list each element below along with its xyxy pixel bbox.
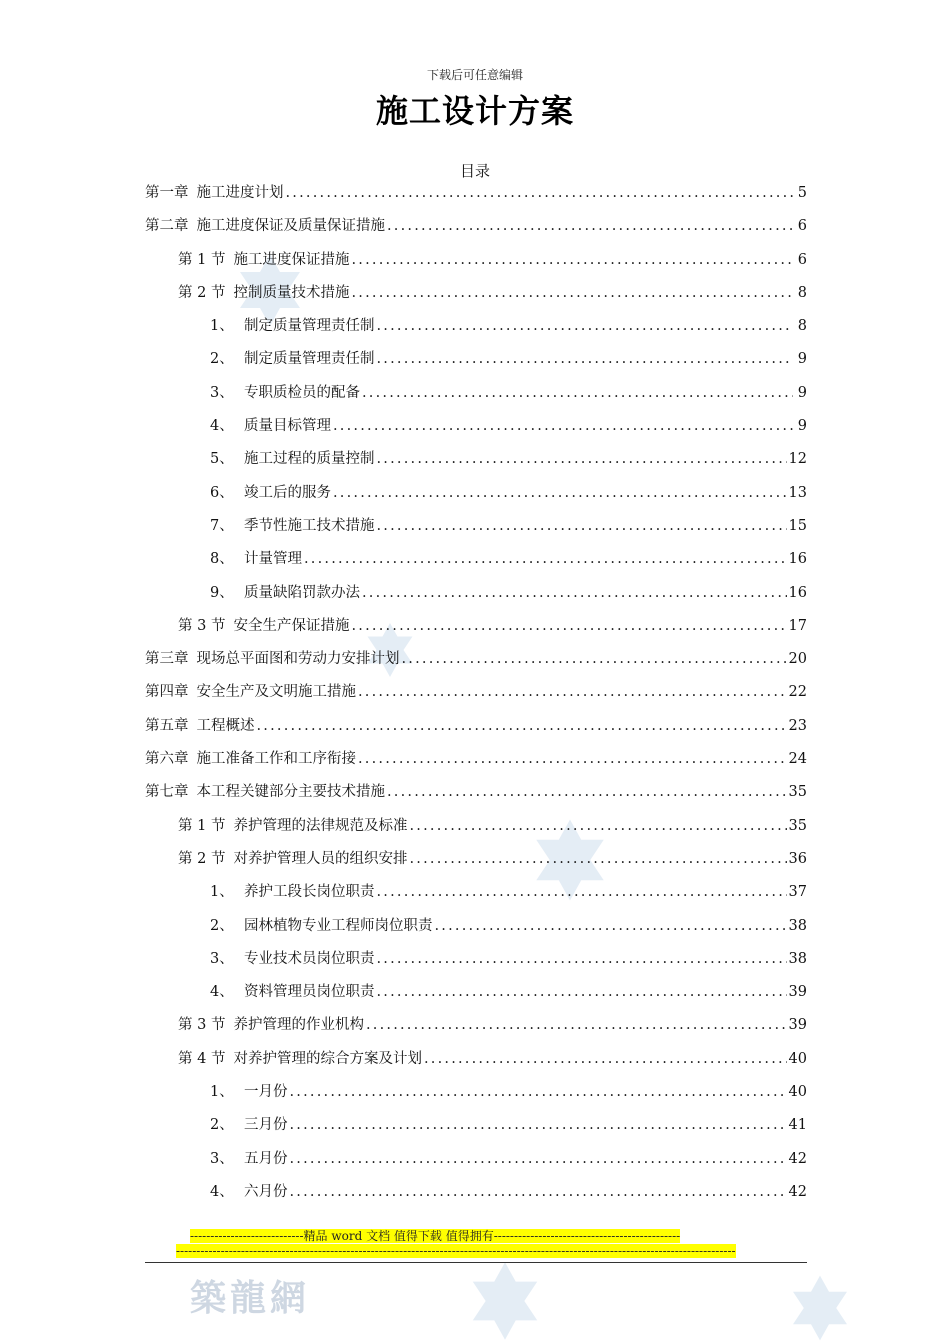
- toc-entry-title: 五月份: [244, 1150, 288, 1167]
- toc-entry-title: 施工进度保证及质量保证措施: [196, 218, 385, 235]
- toc-entry-title: 现场总平面图和劳动力安排计划: [196, 651, 400, 668]
- toc-entry[interactable]: [145, 676, 807, 709]
- toc-entry-leader: [435, 910, 787, 943]
- toc-entry-page: 16: [788, 584, 807, 601]
- toc-entry-number: 6、: [210, 484, 234, 501]
- toc-entry-number: 4、: [210, 984, 234, 1001]
- toc-entry[interactable]: [145, 277, 807, 310]
- toc-entry[interactable]: [145, 543, 807, 576]
- toc-entry-page: 35: [788, 784, 807, 801]
- toc-entry-title: 施工进度计划: [196, 185, 284, 201]
- toc-entry[interactable]: [145, 843, 807, 876]
- toc-entry-title: 对养护管理人员的组织安排: [233, 850, 408, 867]
- toc-entry[interactable]: [145, 610, 807, 643]
- toc-entry[interactable]: [145, 477, 807, 510]
- toc-entry[interactable]: [145, 177, 807, 210]
- toc-entry-number: 第 2 节: [178, 850, 226, 867]
- toc-entry-leader: [377, 976, 787, 1009]
- toc-entry-page: 38: [788, 950, 807, 967]
- toc-entry[interactable]: [145, 643, 807, 676]
- toc-entry-number: 第二章: [145, 218, 189, 235]
- toc-entry-number: 3、: [210, 384, 234, 401]
- toc-entry-leader: [424, 1043, 787, 1076]
- toc-entry-title: 安全生产保证措施: [233, 617, 350, 634]
- toc-entry-leader: [387, 210, 793, 243]
- toc-entry-leader: [304, 543, 787, 576]
- toc-entry[interactable]: [145, 1176, 807, 1209]
- toc-entry-page: 39: [788, 1017, 807, 1034]
- toc-entry[interactable]: [145, 776, 807, 809]
- toc-entry-leader: [377, 510, 787, 543]
- toc-entry-number: 第 1 节: [178, 251, 226, 268]
- toc-entry[interactable]: [145, 244, 807, 277]
- toc-entry-number: 5、: [210, 451, 234, 468]
- toc-heading: 目录: [459, 162, 490, 180]
- toc-entry-page: 9: [797, 418, 807, 435]
- toc-entry-number: 第一章: [145, 185, 189, 201]
- toc-entry-leader: [358, 743, 787, 776]
- toc-entry-leader: [290, 1076, 787, 1109]
- toc-entry-title: 施工准备工作和工序衔接: [196, 751, 356, 768]
- toc-entry[interactable]: [145, 910, 807, 943]
- toc-entry-page: 17: [788, 617, 807, 634]
- toc-entry-leader: [362, 377, 793, 410]
- toc-entry-title: 六月份: [244, 1183, 288, 1200]
- toc-entry-number: 4、: [210, 418, 234, 435]
- toc-entry-leader: [351, 277, 793, 310]
- toc-entry-title: 养护管理的作业机构: [233, 1017, 364, 1034]
- toc-entry[interactable]: [145, 343, 807, 376]
- toc-entry-page: 5: [797, 185, 807, 201]
- toc-entry-leader: [333, 410, 793, 443]
- toc-entry-leader: [377, 310, 794, 343]
- toc-entry-page: 8: [797, 284, 807, 301]
- toc-entry-number: 第四章: [145, 684, 189, 701]
- toc-entry-title: 资料管理员岗位职责: [244, 984, 375, 1001]
- toc-entry-number: 8、: [210, 551, 234, 568]
- toc-entry-page: 9: [797, 351, 807, 368]
- toc-entry-number: 第三章: [145, 651, 189, 668]
- toc-entry-page: 8: [797, 318, 807, 335]
- toc-entry-number: 第 3 节: [178, 1017, 226, 1034]
- footer-banner-line2: ------------------------------------------------------------------------------------------------------------------------------------------: [176, 1244, 736, 1258]
- toc-entry-number: 第五章: [145, 717, 189, 734]
- watermark-flake-icon: [455, 1258, 555, 1344]
- toc-entry-page: 12: [788, 451, 807, 468]
- toc-entry[interactable]: [145, 976, 807, 1009]
- toc-entry-leader: [409, 810, 786, 843]
- toc-entry-page: 24: [788, 751, 807, 768]
- toc-entry-title: 质量缺陷罚款办法: [244, 584, 360, 601]
- toc-entry-page: 40: [788, 1084, 807, 1101]
- toc-entry-page: 16: [788, 551, 807, 568]
- document-title: 施工设计方案: [375, 92, 574, 130]
- toc-entry[interactable]: [145, 510, 807, 543]
- toc-entry[interactable]: [145, 876, 807, 909]
- toc-entry-leader: [366, 1009, 787, 1042]
- toc-entry-title: 养护管理的法律规范及标准: [233, 817, 408, 834]
- toc-entry-number: 7、: [210, 517, 234, 534]
- toc-entry-leader: [358, 676, 787, 709]
- toc-entry-leader: [377, 343, 794, 376]
- toc-entry-title: 施工过程的质量控制: [244, 451, 375, 468]
- toc-entry[interactable]: [145, 377, 807, 410]
- table-of-contents: [145, 177, 807, 1209]
- toc-entry-leader: [351, 610, 786, 643]
- toc-entry[interactable]: [145, 1043, 807, 1076]
- toc-entry-page: 23: [788, 717, 807, 734]
- toc-entry-page: 42: [788, 1183, 807, 1200]
- toc-entry-title: 质量目标管理: [244, 418, 331, 435]
- toc-entry-title: 本工程关键部分主要技术措施: [196, 784, 385, 801]
- toc-entry[interactable]: [145, 1143, 807, 1176]
- toc-entry[interactable]: [145, 210, 807, 243]
- toc-entry-page: 22: [788, 684, 807, 701]
- toc-entry-page: 38: [788, 917, 807, 934]
- toc-entry[interactable]: [145, 1009, 807, 1042]
- footer-divider: [145, 1262, 807, 1263]
- toc-entry-leader: [290, 1176, 787, 1209]
- toc-entry-leader: [351, 244, 793, 277]
- toc-entry-title: 季节性施工技术措施: [244, 517, 375, 534]
- toc-entry-number: 1、: [210, 1084, 234, 1101]
- toc-entry-leader: [290, 1143, 787, 1176]
- toc-entry-title: 施工进度保证措施: [233, 251, 350, 268]
- toc-entry[interactable]: [145, 443, 807, 476]
- toc-entry-page: 42: [788, 1150, 807, 1167]
- toc-entry-number: 第 2 节: [178, 284, 226, 301]
- toc-entry-leader: [286, 177, 794, 210]
- toc-entry-leader: [290, 1109, 787, 1142]
- toc-entry-title: 对养护管理的综合方案及计划: [233, 1050, 422, 1067]
- download-note: 下载后可任意编辑: [426, 68, 523, 82]
- toc-entry-leader: [377, 876, 787, 909]
- toc-entry-number: 9、: [210, 584, 234, 601]
- toc-entry-leader: [402, 643, 787, 676]
- toc-entry[interactable]: [145, 943, 807, 976]
- watermark-logo: 築龍網: [190, 1277, 311, 1319]
- toc-entry-number: 第七章: [145, 784, 189, 801]
- toc-entry[interactable]: [145, 810, 807, 843]
- toc-entry-page: 20: [788, 651, 807, 668]
- toc-entry-title: 三月份: [244, 1117, 288, 1134]
- toc-entry[interactable]: [145, 577, 807, 610]
- toc-entry-title: 制定质量管理责任制: [244, 351, 375, 368]
- toc-entry-leader: [333, 477, 787, 510]
- toc-entry-leader: [409, 843, 786, 876]
- toc-entry-page: 6: [797, 218, 807, 235]
- toc-entry-page: 40: [788, 1050, 807, 1067]
- toc-entry-number: 2、: [210, 1117, 234, 1134]
- toc-entry-title: 工程概述: [196, 717, 255, 734]
- toc-entry-number: 3、: [210, 950, 234, 967]
- toc-entry-title: 养护工段长岗位职责: [244, 884, 375, 901]
- toc-entry-number: 第 4 节: [178, 1050, 226, 1067]
- toc-entry-title: 制定质量管理责任制: [244, 318, 375, 335]
- toc-entry-page: 35: [788, 817, 807, 834]
- watermark-flake-icon: [780, 1272, 860, 1344]
- toc-entry-page: 36: [788, 850, 807, 867]
- toc-entry[interactable]: [145, 743, 807, 776]
- toc-entry-title: 专业技术员岗位职责: [244, 950, 375, 967]
- toc-entry-number: 第 1 节: [178, 817, 226, 834]
- toc-entry-page: 39: [788, 984, 807, 1001]
- toc-entry-title: 园林植物专业工程师岗位职责: [244, 917, 433, 934]
- toc-entry-page: 15: [788, 517, 807, 534]
- footer-banner: [176, 1229, 774, 1259]
- toc-entry-number: 2、: [210, 917, 234, 934]
- toc-entry-title: 一月份: [244, 1084, 288, 1101]
- toc-entry-page: 6: [797, 251, 807, 268]
- toc-entry-title: 专职质检员的配备: [244, 384, 360, 401]
- toc-entry-page: 37: [788, 884, 807, 901]
- toc-entry-number: 2、: [210, 351, 234, 368]
- toc-entry-number: 第 3 节: [178, 617, 226, 634]
- toc-entry-number: 1、: [210, 318, 234, 335]
- toc-entry-title: 控制质量技术措施: [233, 284, 350, 301]
- toc-entry-page: 9: [797, 384, 807, 401]
- toc-entry-title: 计量管理: [244, 551, 302, 568]
- toc-entry-leader: [387, 776, 787, 809]
- toc-entry-number: 3、: [210, 1150, 234, 1167]
- toc-entry[interactable]: [145, 710, 807, 743]
- toc-entry-leader: [377, 943, 787, 976]
- toc-entry[interactable]: [145, 1109, 807, 1142]
- toc-entry-title: 竣工后的服务: [244, 484, 331, 501]
- toc-entry-page: 41: [788, 1117, 807, 1134]
- toc-entry[interactable]: [145, 410, 807, 443]
- toc-entry-number: 第六章: [145, 751, 189, 768]
- toc-entry-leader: [362, 577, 787, 610]
- toc-entry-title: 安全生产及文明施工措施: [196, 684, 356, 701]
- toc-entry-page: 13: [788, 484, 807, 501]
- toc-entry-number: 4、: [210, 1183, 234, 1200]
- toc-entry-leader: [257, 710, 787, 743]
- toc-entry-number: 1、: [210, 884, 234, 901]
- toc-entry[interactable]: [145, 1076, 807, 1109]
- toc-entry[interactable]: [145, 310, 807, 343]
- toc-entry-leader: [377, 443, 787, 476]
- footer-banner-line1: ----------------------------精品 word 文档 值得下载 值得拥有----------------------------------------------: [190, 1229, 681, 1243]
